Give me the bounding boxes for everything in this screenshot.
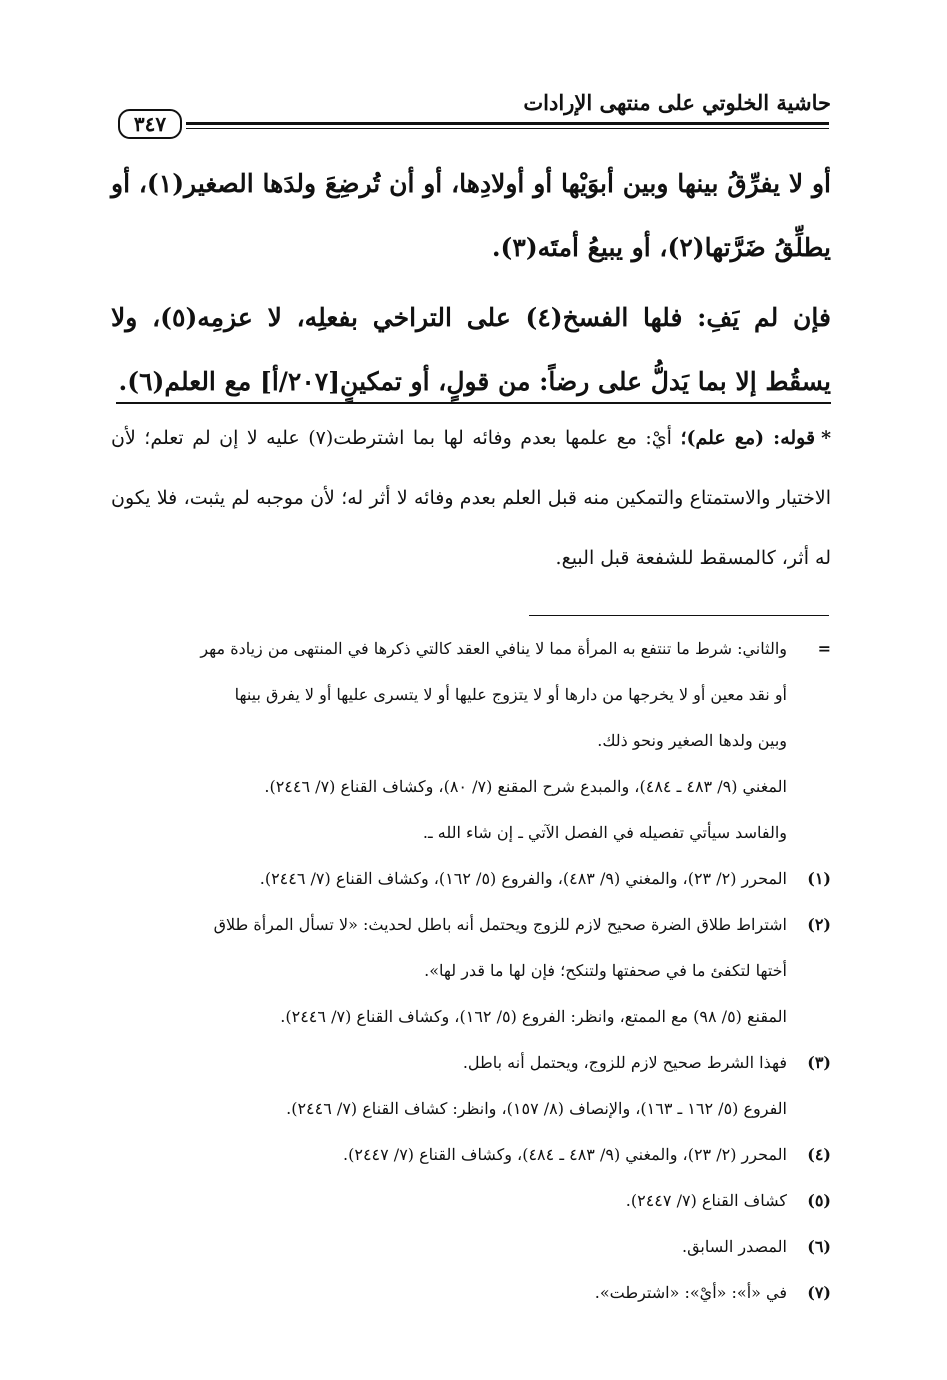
footnote-source: المقنع (٥/ ٩٨) مع الممتع، وانظر: الفروع (٥/ ١٦٢)، وكشاف القناع (٧/ ٢٤٤٦). [280,1007,787,1026]
footnote-marker: = [817,639,831,658]
footnote-continuation [111,626,831,856]
footnote-1 [111,856,831,902]
footnote-marker: (٧) [807,1283,831,1302]
footnote-body [111,856,787,902]
footnote-line: المحرر (٢/ ٢٣)، والمغني (٩/ ٤٨٣)، والفروع (٥/ ١٦٢)، وكشاف القناع (٧/ ٢٤٤٦). [259,869,787,888]
footnote-marker: (١) [807,869,831,888]
commentary-text: أيْ: مع علمها بعدم وفائه لها بما اشترطت(٧) عليه لا إن لم تعلم؛ لأن الاختيار والاستمتاع والتمكين منه قبل العلم بعدم وفائه لا أثر له؛ لأن موجبه لم يثبت، فلا يكون له أثر، كالمسقط للشفعة قبل البيع. [111,427,831,569]
commentary-lemma: قوله: (مع علم)؛ [680,427,816,449]
footnote-line: المحرر (٢/ ٢٣)، والمغني (٩/ ٤٨٣ ـ ٤٨٤)، وكشاف القناع (٧/ ٢٤٤٧). [343,1145,787,1164]
commentary-paragraph [111,408,831,588]
footnote-body [111,1224,787,1270]
footnote-source: الفروع (٥/ ١٦٢ ـ ١٦٣)، والإنصاف (٨/ ١٥٧)، وانظر: كشاف القناع (٧/ ٢٤٤٦). [286,1099,787,1118]
footnote-divider [529,615,829,616]
footnote-body [111,902,787,1040]
footnotes [111,626,831,1316]
header-rule-thin [186,128,829,129]
footnote-2 [111,902,831,1040]
footnote-source: المغني (٩/ ٤٨٣ ـ ٤٨٤)، والمبدع شرح المقنع (٧/ ٨٠)، وكشاف القناع (٧/ ٢٤٤٦). [264,777,787,796]
main-text-paragraph-2: فإن لم يَفِ: فلها الفسخ(٤) على التراخي بفعلِه، لا عزمِه(٥)، ولا يسقُط إلا بما يَدلُّ على رضاً: من قولٍ، أو تمكينٍ[٢٠٧/أ] مع العلم(٦). [111,303,831,396]
main-text-divider [116,402,831,404]
footnote-7 [111,1270,831,1316]
footnote-line: اشتراط طلاق الضرة صحيح لازم للزوج ويحتمل أنه باطل لحديث: «لا تسأل المرأة طلاق [213,915,787,934]
footnote-body [111,1270,787,1316]
footnote-line: فهذا الشرط صحيح لازم للزوج، ويحتمل أنه باطل. [462,1053,787,1072]
footnote-source: والفاسد سيأتي تفصيله في الفصل الآتي ـ إن شاء الله ـ. [422,823,787,842]
footnote-line: أو نقد معين أو لا يخرجها من دارها أو لا يتزوج عليها أو لا يتسرى عليها أو لا يفرق بينها [234,685,787,704]
footnote-5 [111,1178,831,1224]
footnote-marker: (٤) [807,1145,831,1164]
footnote-marker: (٥) [807,1191,831,1210]
footnote-line: والثاني: شرط ما تنتفع به المرأة مما لا ينافي العقد كالتي ذكرها في المنتهى من زيادة مهر [200,639,787,658]
footnote-4 [111,1132,831,1178]
footnote-marker: (٦) [807,1237,831,1256]
footnote-line: أختها لتكفئ ما في صحفتها ولتنكح؛ فإن لها ما قدر لها». [424,961,787,980]
footnote-marker: (٢) [807,915,831,934]
star-marker: * [821,427,831,449]
main-text-paragraph-1: أو لا يفرِّقُ بينها وبين أبوَيْها أو أولادِها، أو أن تُرضِعَ ولدَها الصغير(١)، أو يطلِّقُ ضَرَّتها(٢)، أو يبيعُ أمتَه(٣). [111,169,832,262]
footnote-3 [111,1040,831,1132]
footnote-6 [111,1224,831,1270]
footnote-marker: (٣) [807,1053,831,1072]
running-title: حاشية الخلوتي على منتهى الإرادات [523,90,831,115]
footnote-line: وبين ولدها الصغير ونحو ذلك. [597,731,787,750]
footnote-line: المصدر السابق. [681,1237,787,1256]
footnote-body [111,1178,787,1224]
footnote-line: في «أ»: «أيْ»: «اشترطت». [594,1283,787,1302]
header-rule [186,122,829,125]
footnote-body [111,626,787,856]
footnote-body [111,1132,787,1178]
footnote-body [111,1040,787,1132]
page-number: ٣٤٧ [118,109,182,139]
footnote-line: كشاف القناع (٧/ ٢٤٤٧). [625,1191,787,1210]
